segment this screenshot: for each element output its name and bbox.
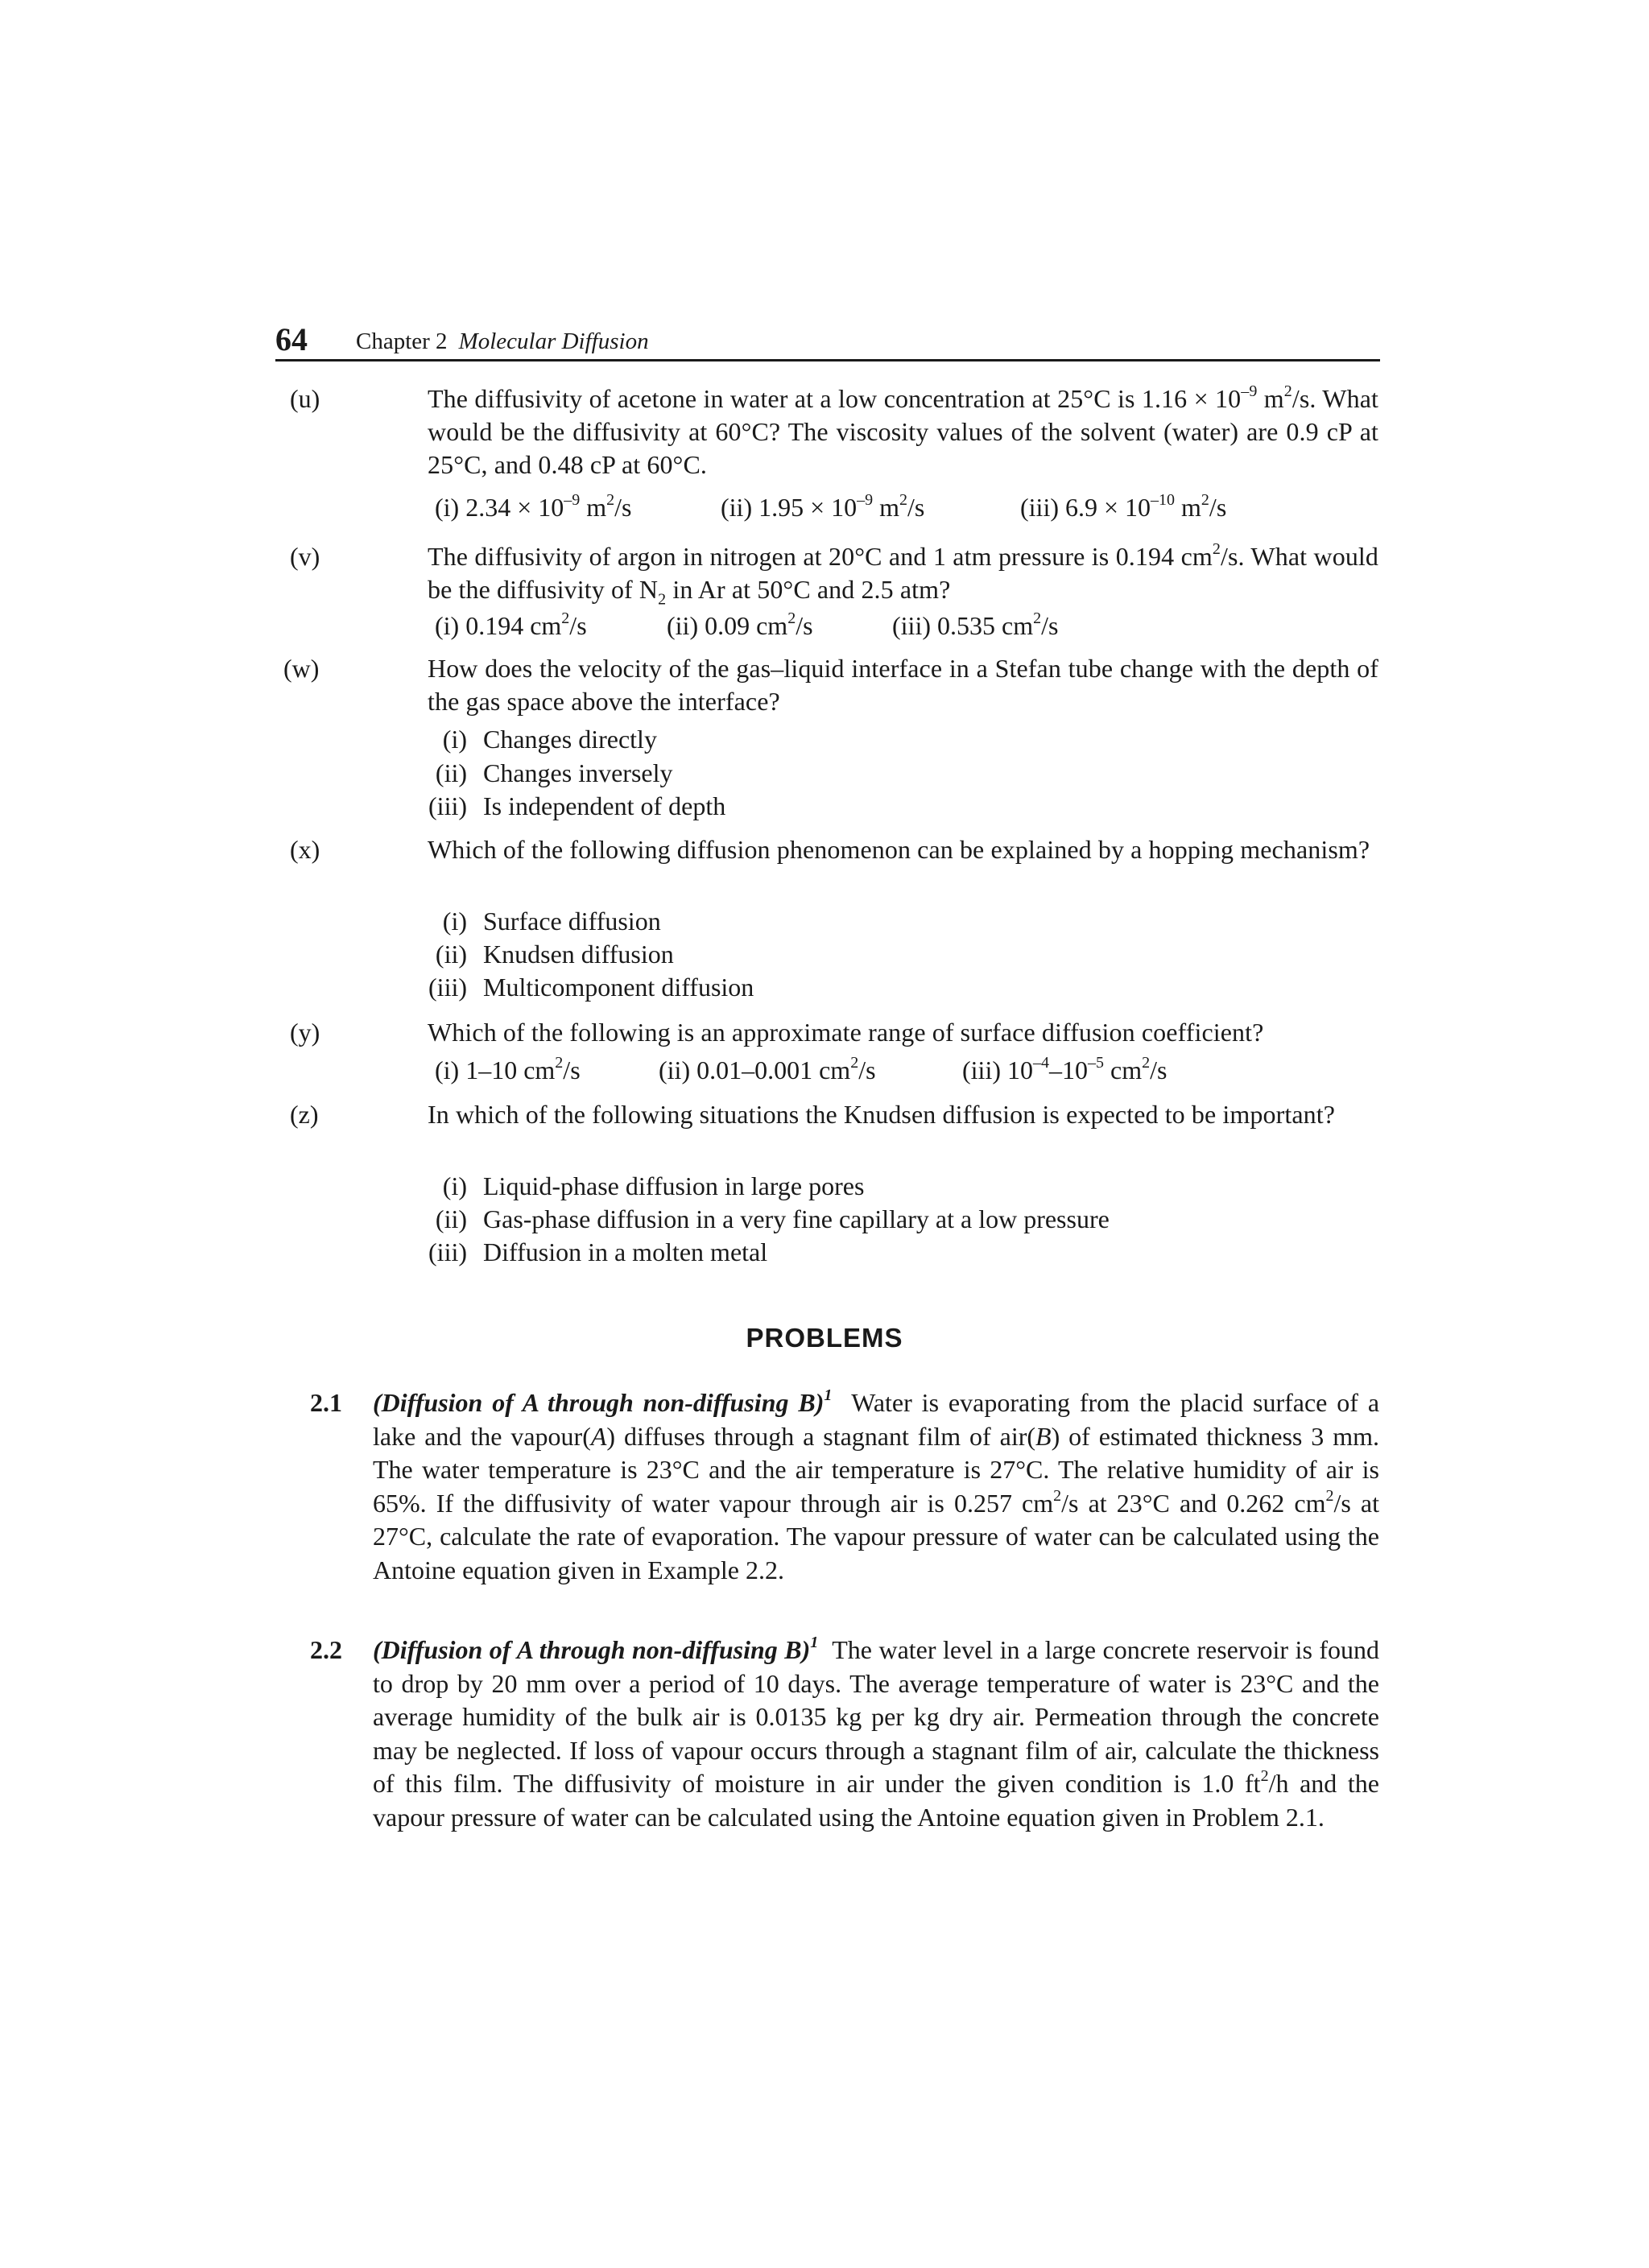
question-u (290, 382, 1378, 481)
options-y (435, 1054, 1167, 1087)
book-page: 64 Chapter 2 Molecular Diffusion (u) The diffusivity of acetone in water at a low concentration at 25°C is $1.16 \times 10^{-9}$ $m^2/s$. What would be the diffusivity at 60°C? The viscosity values of the solvent (water) are 0.9 cP at 25°C, and 0.48 cP at 60°C. (i) $2.34 \times 10^{-9}$ $m^2/s$ (ii) $1.95 \times 10^{-9}$ $m^2/s$ (iii) $6.9 \times 10^{-10}$ $m^2/s$ (v) The diffusivity of argon in nitrogen at 20°C and 1 atm pressure is 0.194 $cm^2/s$. What would be the diffusivity of $N_2$ in Ar at 50°C and 2.5 atm? (i) 0.194 $cm^2/s$ (ii) 0.09 $cm^2/s$ (iii) 0.535 $cm^2/s$ (w) How does the velocity of the gas–liquid interface in a Stefan tube change with the depth of the gas space above the interface? (i) Changes directly (ii) Changes inversely (iii) Is independent of depth (x) Which of the following diffusion phenomenon can be explained by a hopping mechanism? (i) Surface diffusion (ii) Knudsen diffusion (iii) Multicomponent diffusion (y) Which of the following is an approximate range of surface diffusion coefficient? (i) 1–10 $cm^2/s$ (ii) 0.01–0.001 $cm^2/s$ (iii) $10^{-4}-10^{-5}$ $cm^2/s$ (z) In which of the following situations the Knudsen diffusion is expected to be important? (i) Liquid-phase diffusion in large pores (ii) Gas-phase diffusion in a very fine capillary at a low pressure (iii) Diffusion in a molten metal PROBLEMS 2.1 (Diffusion of A through non-diffusing B)$^1$ Water is evaporating from the placid surface of a lake and the vapour(A) diffuses through a stagnant film of air(B) of estimated thickness 3 mm. The water temperature is 23°C and the air temperature is 27°C. The relative humidity of air is 65%. If the diffusivity of water vapour through air is 0.257 $cm^2/s$ at 23°C and 0.262 $cm^2/s$ at 27°C, calculate the rate of evaporation. The vapour pressure of water can be calculated using the Antoine equation given in Example 2.2. 2.2 (Diffusion of A through non-diffusing B)$^1$ The water level in a large concrete reservoir is found to drop by 20 mm over a period of 10 days. The average temperature of water is 23°C and the average humidity of the bulk air is 0.0135 kg per kg dry air. Permeation through the concrete may be neglected. If loss of vapour occurs through a stagnant film of air, calculate the thickness of this film. The diffusivity of moisture in air under the given condition is 1.0 $ft^2/h$ and the vapour pressure of water can be calculated using the Antoine equation given in Problem 2.1. (0, 0, 1649, 2268)
question-text: How does the velocity of the gas–liquid interface in a Stefan tube change with the depth of the gas space above the interface? (428, 654, 1378, 716)
option: (iii) $6.9 \times 10^{-10}$ $m^2/s$ (1020, 491, 1227, 522)
page-number: 64 (275, 321, 308, 357)
chapter-heading (356, 323, 649, 360)
chapter-title: Molecular Diffusion (458, 328, 649, 354)
option: (ii) 0.09 $cm^2/s$ (667, 609, 813, 640)
question-v (290, 540, 1379, 609)
option: (iii) $10^{-4}-10^{-5}$ $cm^2/s$ (962, 1054, 1168, 1084)
problem-2-2 (310, 1634, 1380, 1834)
question-x (290, 833, 1378, 866)
problem-text (373, 1634, 1379, 1834)
question-w (283, 652, 1378, 718)
question-label: (z) (290, 1100, 319, 1129)
option: (i) $2.34 \times 10^{-9}$ $m^2/s$ (435, 491, 632, 522)
question-text: Which of the following is an approximate range of surface diffusion coefficient? (428, 1018, 1264, 1047)
options-u (435, 491, 1226, 524)
problem-text (373, 1386, 1379, 1587)
options-v (435, 609, 1058, 642)
option: (i) 1–10 $cm^2/s$ (435, 1054, 581, 1084)
problem-body: The water level in a large concrete reservoir is found to drop by 20 mm over a period of 10 days. The average temperature of water is 23°C and the average humidity of the bulk air is 0.0135 kg per kg dry air. Permeation through the concrete may be neglected. If loss of vapour occurs through a stagnant film of air, calculate the thickness of this film. The diffusivity of moisture in air under the given condition is 1.0 $ft^2/h$ and the vapour pressure of water can be calculated using the Antoine equation given in Problem 2.1. (373, 1635, 1380, 1832)
problem-title: (Diffusion of A through non-diffusing B)$^1$ (373, 1386, 833, 1417)
problem-number: 2.2 (310, 1635, 342, 1664)
question-label: (x) (290, 835, 320, 864)
header-rule (275, 359, 1380, 361)
option: (iii) 0.535 $cm^2/s$ (892, 609, 1059, 640)
running-header (275, 318, 1380, 361)
question-text: The diffusivity of argon in nitrogen at 20°C and 1 atm pressure is 0.194 $cm^2/s$. What would be the diffusivity of $N_2$ in Ar at 50°C and 2.5 atm? (428, 540, 1379, 609)
question-text: In which of the following situations the Knudsen diffusion is expected to be important? (428, 1100, 1336, 1129)
section-heading-problems: PROBLEMS (746, 1323, 903, 1353)
problem-title: (Diffusion of A through non-diffusing B)$^1$ (373, 1634, 819, 1664)
problem-body: Water is evaporating from the placid surface of a lake and the vapour(A) diffuses through a stagnant film of air(B) of estimated thickness 3 mm. The water temperature is 23°C and the air temperature is 27°C. The relative humidity of air is 65%. If the diffusivity of water vapour through air is 0.257 $cm^2/s$ at 23°C and 0.262 $cm^2/s$ at 27°C, calculate the rate of evaporation. The vapour pressure of water can be calculated using the Antoine equation given in Example 2.2. (373, 1388, 1380, 1584)
problem-2-1 (310, 1386, 1380, 1587)
question-label: (w) (283, 654, 320, 683)
question-text: Which of the following diffusion phenomenon can be explained by a hopping mechanism? (428, 835, 1370, 864)
question-label: (y) (290, 1018, 320, 1047)
question-z (290, 1098, 1378, 1131)
question-text: The diffusivity of acetone in water at a low concentration at 25°C is $1.16 \times 10^{-9}$ $m^2/s$. What would be the diffusivity at 60°C? The viscosity values of the solvent (water) are 0.9 cP at 25°C, and 0.48 cP at 60°C. (428, 382, 1378, 479)
question-label: (v) (290, 542, 320, 571)
option: (ii) 0.01–0.001 $cm^2/s$ (659, 1054, 876, 1084)
option: (ii) $1.95 \times 10^{-9}$ $m^2/s$ (721, 491, 925, 522)
question-y (290, 1016, 1378, 1049)
question-label: (u) (290, 384, 320, 413)
chapter-label: Chapter 2 (356, 328, 448, 354)
problem-number: 2.1 (310, 1388, 342, 1417)
option: (i) 0.194 $cm^2/s$ (435, 609, 587, 640)
